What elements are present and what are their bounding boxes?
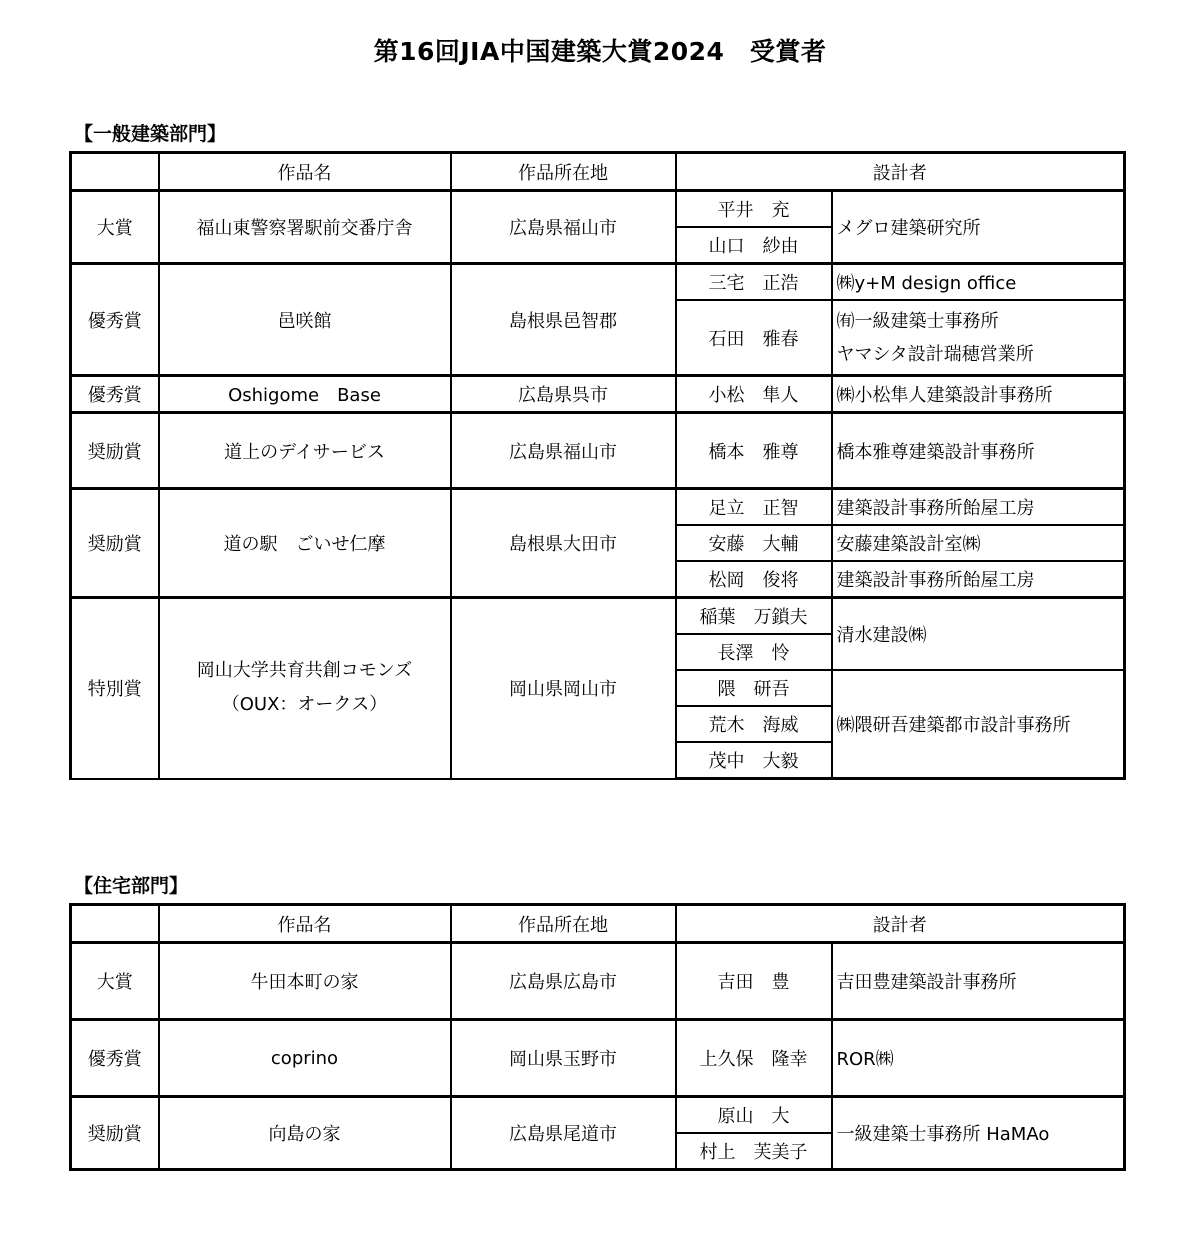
table-row xyxy=(71,943,1125,1020)
designer-cell: 松岡 俊将 xyxy=(676,561,832,598)
firm-cell: 建築設計事務所飴屋工房 xyxy=(832,489,1125,526)
award-cell: 優秀賞 xyxy=(71,264,159,376)
header-location: 作品所在地 xyxy=(451,905,676,943)
firm-line: ヤマシタ設計瑞穂営業所 xyxy=(836,343,1034,365)
firm-cell: メグロ建築研究所 xyxy=(832,191,1125,264)
designer-cell: 隈 研吾 xyxy=(676,670,832,706)
designer-cell: 上久保 隆幸 xyxy=(676,1020,832,1097)
firm-cell: 清水建設㈱ xyxy=(832,598,1125,671)
designer-cell: 茂中 大毅 xyxy=(676,742,832,779)
location-cell: 広島県呉市 xyxy=(451,376,676,413)
header-work: 作品名 xyxy=(159,905,451,943)
table-row xyxy=(71,191,1125,228)
header-award xyxy=(71,153,159,191)
location-cell: 岡山県玉野市 xyxy=(451,1020,676,1097)
work-line: 岡山大学共育共創コモンズ xyxy=(196,660,413,682)
firm-cell xyxy=(832,300,1125,376)
firm-cell: 吉田豊建築設計事務所 xyxy=(832,943,1125,1020)
firm-cell: ㈱隈研吾建築都市設計事務所 xyxy=(832,670,1125,779)
residential-award-table xyxy=(69,903,1126,1171)
table-row xyxy=(71,1020,1125,1097)
firm-cell: 橋本雅尊建築設計事務所 xyxy=(832,413,1125,489)
firm-cell: ㈱y+M design office xyxy=(832,264,1125,301)
work-cell: 道の駅 ごいせ仁摩 xyxy=(159,489,451,598)
location-cell: 島根県邑智郡 xyxy=(451,264,676,376)
award-cell: 奨励賞 xyxy=(71,413,159,489)
header-work: 作品名 xyxy=(159,153,451,191)
header-award xyxy=(71,905,159,943)
firm-cell: 安藤建築設計室㈱ xyxy=(832,525,1125,561)
award-cell: 特別賞 xyxy=(71,598,159,779)
designer-cell: 安藤 大輔 xyxy=(676,525,832,561)
firm-line: ㈲一級建築士事務所 xyxy=(836,310,999,332)
firm-cell: 一級建築士事務所 HaMAo xyxy=(832,1097,1125,1170)
header-designer: 設計者 xyxy=(676,905,1125,943)
designer-cell: 長澤 怜 xyxy=(676,634,832,670)
table-row xyxy=(71,1097,1125,1134)
award-cell: 奨励賞 xyxy=(71,489,159,598)
award-cell: 優秀賞 xyxy=(71,1020,159,1097)
work-line: （OUX：オークス） xyxy=(221,694,388,716)
work-cell: 向島の家 xyxy=(159,1097,451,1170)
firm-cell: ROR㈱ xyxy=(832,1020,1125,1097)
table-row xyxy=(71,264,1125,301)
table-row xyxy=(71,598,1125,635)
work-cell xyxy=(159,598,451,779)
designer-cell: 石田 雅春 xyxy=(676,300,832,376)
section-label-residential: 【住宅部門】 xyxy=(74,875,189,897)
header-designer: 設計者 xyxy=(676,153,1125,191)
designer-cell: 吉田 豊 xyxy=(676,943,832,1020)
designer-cell: 原山 大 xyxy=(676,1097,832,1134)
table-row xyxy=(71,413,1125,489)
award-cell: 優秀賞 xyxy=(71,376,159,413)
location-cell: 広島県広島市 xyxy=(451,943,676,1020)
designer-cell: 橋本 雅尊 xyxy=(676,413,832,489)
location-cell: 岡山県岡山市 xyxy=(451,598,676,779)
location-cell: 島根県大田市 xyxy=(451,489,676,598)
designer-cell: 三宅 正浩 xyxy=(676,264,832,301)
work-cell: 牛田本町の家 xyxy=(159,943,451,1020)
location-cell: 広島県福山市 xyxy=(451,191,676,264)
designer-cell: 稲葉 万鎖夫 xyxy=(676,598,832,635)
award-cell: 大賞 xyxy=(71,191,159,264)
designer-cell: 山口 紗由 xyxy=(676,227,832,264)
designer-cell: 荒木 海威 xyxy=(676,706,832,742)
designer-cell: 村上 芙美子 xyxy=(676,1133,832,1170)
location-cell: 広島県福山市 xyxy=(451,413,676,489)
firm-cell: 建築設計事務所飴屋工房 xyxy=(832,561,1125,598)
work-cell: 福山東警察署駅前交番庁舎 xyxy=(159,191,451,264)
table-row xyxy=(71,489,1125,526)
work-cell: Oshigome Base xyxy=(159,376,451,413)
designer-cell: 平井 充 xyxy=(676,191,832,228)
table-header-row xyxy=(71,905,1125,943)
work-cell: coprino xyxy=(159,1020,451,1097)
header-location: 作品所在地 xyxy=(451,153,676,191)
general-award-table xyxy=(69,151,1126,780)
table-row xyxy=(71,376,1125,413)
award-cell: 大賞 xyxy=(71,943,159,1020)
table-header-row xyxy=(71,153,1125,191)
work-cell: 邑咲館 xyxy=(159,264,451,376)
work-cell: 道上のデイサービス xyxy=(159,413,451,489)
section-label-general: 【一般建築部門】 xyxy=(74,123,227,145)
location-cell: 広島県尾道市 xyxy=(451,1097,676,1170)
page-title: 第16回JIA中国建築大賞2024 受賞者 xyxy=(373,37,827,66)
firm-cell: ㈱小松隼人建築設計事務所 xyxy=(832,376,1125,413)
award-cell: 奨励賞 xyxy=(71,1097,159,1170)
designer-cell: 足立 正智 xyxy=(676,489,832,526)
designer-cell: 小松 隼人 xyxy=(676,376,832,413)
